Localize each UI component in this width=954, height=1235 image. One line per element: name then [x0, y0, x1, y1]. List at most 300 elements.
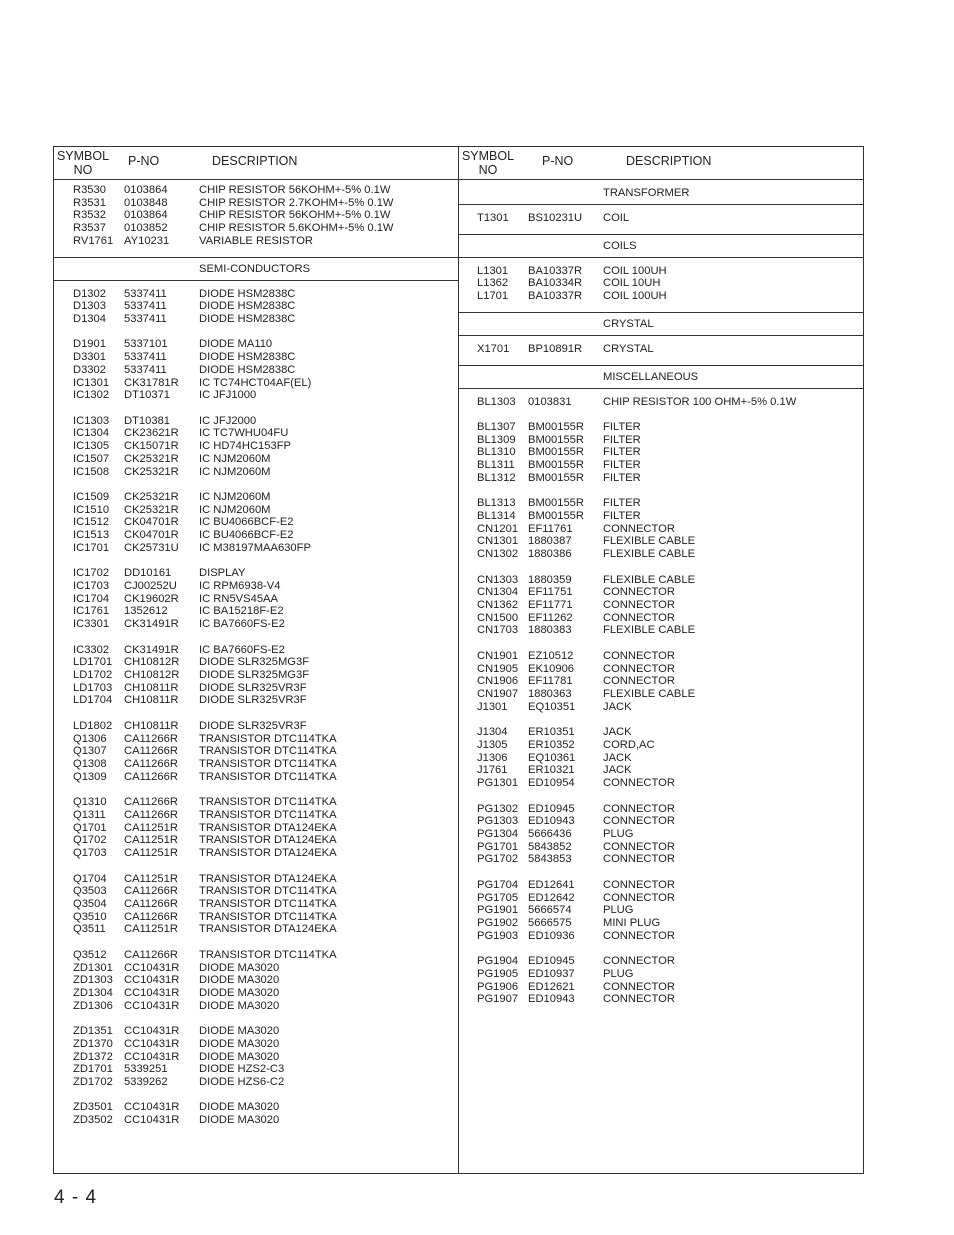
pno-cell: 5843853 [528, 853, 572, 866]
symbol-no-header: SYMBOL NO [461, 149, 515, 177]
symbol-cell: Q3504 [73, 897, 107, 910]
pno-cell: CH10811R [124, 719, 179, 732]
parts-row [459, 828, 864, 841]
symbol-cell: ZD1372 [73, 1050, 113, 1063]
pno-cell: CA11266R [124, 910, 178, 923]
symbol-cell: CN1303 [477, 573, 519, 586]
symbol-cell: L1701 [477, 290, 509, 303]
description-cell: FILTER [603, 446, 641, 459]
symbol-cell: BL1311 [477, 459, 515, 472]
pno-cell: 5339262 [124, 1075, 168, 1088]
parts-row [459, 815, 864, 828]
parts-row [459, 663, 864, 676]
parts-row [459, 688, 864, 701]
section-title: SEMI-CONDUCTORS [199, 262, 311, 275]
description-cell: FILTER [603, 510, 641, 522]
parts-row [459, 523, 864, 536]
pno-cell: ED12642 [528, 891, 575, 904]
description-cell: COIL [603, 212, 630, 224]
parts-row [459, 993, 864, 1006]
parts-row [54, 1101, 458, 1114]
pno-cell: BM00155R [528, 421, 584, 433]
description-cell: DIODE MA3020 [199, 1114, 280, 1127]
section-divider [459, 234, 864, 235]
description-cell: CONNECTOR [603, 980, 675, 993]
symbol-cell: D1303 [73, 300, 106, 313]
pno-cell: BS10231U [528, 212, 583, 224]
description-cell: TRANSISTOR DTC114TKA [199, 910, 337, 923]
symbol-cell: IC1703 [73, 580, 110, 592]
description-cell: FLEXIBLE CABLE [603, 573, 696, 586]
pno-cell: 5337101 [124, 338, 168, 351]
parts-row [54, 440, 458, 453]
parts-row [459, 764, 864, 777]
description-cell: FLEXIBLE CABLE [603, 548, 696, 561]
description-cell: VARIABLE RESISTOR [199, 234, 313, 247]
description-cell: DIODE MA3020 [199, 974, 280, 987]
pno-cell: CK25731U [124, 541, 179, 554]
symbol-cell: J1301 [477, 700, 508, 713]
symbol-cell: T1301 [477, 212, 509, 224]
pno-cell: DT10381 [124, 414, 171, 427]
parts-row [459, 701, 864, 714]
symbol-cell: IC1301 [73, 376, 110, 389]
symbol-cell: CN1304 [477, 586, 519, 599]
pno-cell: EK10906 [528, 662, 575, 675]
description-cell: CONNECTOR [603, 840, 675, 853]
description-cell: COIL 100UH [603, 264, 667, 277]
pno-cell: 5337411 [124, 300, 167, 313]
parts-row [54, 822, 458, 835]
pno-cell: 1880363 [528, 688, 572, 700]
symbol-cell: IC3302 [73, 643, 110, 656]
pno-cell: BM00155R [528, 433, 584, 446]
pno-cell: CA11266R [124, 745, 178, 758]
symbol-cell: ZD1306 [73, 999, 113, 1012]
pno-cell: 0103848 [124, 196, 168, 209]
description-cell: TRANSISTOR DTC114TKA [199, 808, 337, 821]
symbol-cell: PG1901 [477, 904, 519, 917]
symbol-no-header: SYMBOL NO [56, 149, 110, 177]
description-cell: TRANSISTOR DTC114TKA [199, 770, 337, 783]
description-cell: PLUG [603, 827, 634, 840]
symbol-cell: Q1309 [73, 770, 107, 783]
symbol-cell: ZD3501 [73, 1101, 113, 1114]
pno-cell: 0103864 [124, 209, 168, 222]
symbol-cell: D1901 [73, 338, 106, 351]
parts-row [54, 1025, 458, 1038]
symbol-cell: CN1302 [477, 548, 519, 561]
description-cell: CONNECTOR [603, 611, 675, 624]
description-cell: CONNECTOR [603, 878, 675, 891]
symbol-cell: PG1904 [477, 955, 519, 968]
symbol-cell: Q1310 [73, 796, 107, 809]
pno-cell: 0103864 [124, 184, 168, 196]
symbol-cell: J1761 [477, 764, 508, 777]
description-cell: CHIP RESISTOR 56KOHM+-5% 0.1W [199, 209, 391, 222]
parts-row [54, 1038, 458, 1051]
symbol-cell: Q1311 [73, 808, 106, 821]
parts-row [54, 656, 458, 669]
parts-row [459, 777, 864, 790]
parts-row [54, 197, 458, 210]
symbol-cell: ZD1304 [73, 986, 113, 999]
pno-cell: EZ10512 [528, 649, 574, 662]
parts-row [459, 752, 864, 765]
pno-cell: ED10943 [528, 815, 575, 828]
symbol-cell: IC1512 [73, 516, 110, 529]
parts-row [459, 841, 864, 854]
description-cell: CONNECTOR [603, 993, 675, 1006]
symbol-cell: ZD1701 [73, 1063, 113, 1076]
symbol-cell: IC1302 [73, 389, 110, 402]
symbol-cell: PG1704 [477, 878, 519, 891]
description-cell: PLUG [603, 904, 634, 917]
pno-cell: CC10431R [124, 1101, 180, 1114]
symbol-cell: BL1313 [477, 497, 516, 510]
pno-cell: CK15071R [124, 440, 179, 453]
pno-cell: EF11751 [528, 586, 573, 599]
description-cell: DIODE MA3020 [199, 1025, 280, 1038]
description-cell: CONNECTOR [603, 662, 675, 675]
description-cell: TRANSISTOR DTA124EKA [199, 872, 337, 885]
parts-row [54, 873, 458, 886]
pno-cell: 5337411 [124, 312, 167, 325]
description-cell: FILTER [603, 433, 641, 446]
symbol-cell: IC1303 [73, 414, 110, 427]
pno-header: P-NO [128, 154, 160, 168]
parts-row [54, 1114, 458, 1127]
symbol-cell: IC1510 [73, 503, 110, 516]
pno-cell: 5337411 [124, 351, 167, 364]
parts-row [459, 904, 864, 917]
description-cell: CHIP RESISTOR 2.7KOHM+-5% 0.1W [199, 196, 394, 209]
pno-cell: CK31781R [124, 376, 179, 389]
symbol-cell: BL1309 [477, 433, 516, 446]
pno-cell: CJ00252U [124, 580, 177, 592]
description-cell: FLEXIBLE CABLE [603, 624, 696, 637]
symbol-cell: PG1304 [477, 827, 519, 840]
section-divider [459, 257, 864, 258]
description-cell: IC BA7660FS-E2 [199, 643, 285, 656]
description-cell: DIODE MA3020 [199, 999, 280, 1012]
pno-cell: CK25321R [124, 452, 179, 465]
description-cell: IC HD74HC153FP [199, 440, 292, 453]
description-cell: CONNECTOR [603, 802, 675, 815]
parts-row [54, 313, 458, 326]
symbol-cell: Q3510 [73, 910, 107, 923]
description-cell: DIODE HZS2-C3 [199, 1063, 285, 1076]
pno-cell: CA11266R [124, 808, 178, 821]
symbol-cell: IC1704 [73, 592, 110, 605]
symbol-cell: CN1362 [477, 599, 519, 611]
parts-row [459, 421, 864, 434]
pno-cell: CA11266R [124, 770, 178, 783]
description-cell: DIODE SLR325VR3F [199, 694, 307, 707]
pno-cell: CK31491R [124, 643, 179, 656]
symbol-cell: R3531 [73, 196, 106, 209]
parts-row [54, 415, 458, 428]
description-cell: JACK [603, 751, 632, 764]
symbol-cell: LD1704 [73, 694, 113, 707]
parts-row [54, 504, 458, 517]
parts-row [54, 605, 458, 618]
pno-cell: CC10431R [124, 1050, 180, 1063]
pno-cell: CC10431R [124, 974, 180, 987]
symbol-cell: Q3503 [73, 885, 107, 898]
pno-cell: BM00155R [528, 459, 584, 472]
symbol-cell: LD1701 [73, 656, 113, 669]
symbol-cell: BL1314 [477, 510, 516, 522]
description-cell: DIODE HSM2838C [199, 363, 296, 376]
parts-row [54, 847, 458, 860]
parts-row [54, 911, 458, 924]
parts-row [54, 567, 458, 580]
symbol-cell: Q1701 [73, 821, 107, 834]
symbol-cell: CN1301 [477, 535, 519, 548]
description-cell: DIODE MA3020 [199, 986, 280, 999]
parts-row [459, 574, 864, 587]
parts-row [54, 1076, 458, 1089]
description-cell: CHIP RESISTOR 56KOHM+-5% 0.1W [199, 184, 391, 196]
description-cell: CONNECTOR [603, 522, 675, 535]
symbol-cell: Q1702 [73, 834, 107, 847]
description-cell: IC NJM2060M [199, 452, 271, 465]
pno-cell: 5339251 [124, 1063, 168, 1076]
parts-row [54, 962, 458, 975]
parts-row [459, 892, 864, 905]
description-cell: DIODE HSM2838C [199, 300, 296, 313]
description-cell: TRANSISTOR DTC114TKA [199, 897, 337, 910]
parts-row [54, 644, 458, 657]
pno-header: P-NO [542, 154, 574, 168]
pno-cell: BM00155R [528, 471, 584, 484]
parts-row [54, 453, 458, 466]
parts-row [54, 720, 458, 733]
pno-cell: 1880383 [528, 624, 572, 637]
description-cell: DIODE MA110 [199, 338, 273, 351]
pno-cell: DD10161 [124, 567, 172, 580]
symbol-cell: IC1513 [73, 529, 110, 542]
description-cell: JACK [603, 700, 632, 713]
right-column [459, 147, 864, 1173]
pno-cell: CA11266R [124, 885, 178, 898]
pno-cell: ER10321 [528, 764, 575, 777]
parts-row [459, 917, 864, 930]
pno-cell: ED10945 [528, 802, 575, 815]
parts-row [54, 809, 458, 822]
symbol-cell: CN1500 [477, 611, 519, 624]
symbol-cell: J1306 [477, 751, 508, 764]
symbol-cell: J1304 [477, 726, 508, 739]
parts-row [459, 650, 864, 663]
parts-row [54, 682, 458, 695]
parts-row [459, 930, 864, 943]
parts-list-table [53, 146, 864, 1174]
symbol-cell: IC1701 [73, 541, 110, 554]
parts-row [54, 1051, 458, 1064]
description-cell: CONNECTOR [603, 599, 675, 611]
section-divider [54, 257, 458, 258]
pno-cell: CK04701R [124, 529, 179, 542]
pno-cell: 5843852 [528, 840, 572, 853]
description-cell: IC JFJ1000 [199, 389, 257, 402]
pno-cell: CK19602R [124, 592, 179, 605]
description-cell: CONNECTOR [603, 586, 675, 599]
symbol-cell: PG1303 [477, 815, 519, 828]
description-cell: IC NJM2060M [199, 503, 271, 516]
parts-row [54, 377, 458, 390]
parts-row [54, 1063, 458, 1076]
parts-row [54, 389, 458, 402]
parts-row [54, 745, 458, 758]
description-cell: COIL 100UH [603, 290, 667, 303]
symbol-cell: RV1761 [73, 234, 114, 247]
description-cell: DIODE SLR325VR3F [199, 719, 307, 732]
symbol-cell: IC1702 [73, 567, 110, 580]
pno-cell: CA11266R [124, 948, 178, 961]
symbol-cell: PG1906 [477, 980, 519, 993]
pno-cell: CA11251R [124, 834, 178, 847]
pno-cell: CA11266R [124, 732, 178, 745]
symbol-cell: CN1703 [477, 624, 519, 637]
symbol-cell: IC1508 [73, 465, 110, 478]
symbol-cell: L1301 [477, 264, 509, 277]
description-cell: FLEXIBLE CABLE [603, 688, 696, 700]
description-cell: FLEXIBLE CABLE [603, 535, 696, 548]
description-cell: IC BA15218F-E2 [199, 605, 284, 618]
pno-cell: CC10431R [124, 986, 180, 999]
pno-cell: CH10811R [124, 694, 179, 707]
description-cell: IC RPM6938-V4 [199, 580, 281, 592]
parts-row [54, 694, 458, 707]
description-cell: FILTER [603, 421, 641, 433]
parts-row [459, 955, 864, 968]
section-title: MISCELLANEOUS [603, 370, 699, 383]
pno-cell: CA11251R [124, 923, 178, 936]
parts-row [459, 586, 864, 599]
parts-row [459, 212, 864, 225]
section-divider [459, 388, 864, 389]
description-cell: DIODE HZS6-C2 [199, 1075, 285, 1088]
parts-row [54, 987, 458, 1000]
symbol-cell: IC3301 [73, 618, 110, 631]
pno-cell: CK25321R [124, 491, 179, 503]
symbol-cell: PG1301 [477, 777, 519, 789]
symbol-cell: PG1905 [477, 967, 519, 980]
description-cell: CRYSTAL [603, 342, 654, 355]
symbol-cell: PG1702 [477, 853, 519, 866]
pno-cell: CC10431R [124, 1114, 180, 1127]
parts-row [54, 516, 458, 529]
symbol-cell: BL1312 [477, 471, 516, 484]
pno-cell: CA11251R [124, 847, 178, 859]
parts-row [459, 853, 864, 866]
pno-cell: EF11262 [528, 611, 573, 624]
description-cell: TRANSISTOR DTC114TKA [199, 948, 337, 961]
description-cell: TRANSISTOR DTC114TKA [199, 732, 337, 745]
pno-cell: CH10812R [124, 669, 180, 681]
symbol-cell: D1302 [73, 287, 106, 300]
pno-cell: 5666575 [528, 916, 572, 929]
parts-row [54, 235, 458, 248]
symbol-cell: IC1509 [73, 491, 110, 503]
description-cell: CONNECTOR [603, 955, 675, 968]
parts-row [459, 396, 864, 409]
parts-row [54, 338, 458, 351]
description-cell: TRANSISTOR DTC114TKA [199, 796, 337, 809]
symbol-cell: L1362 [477, 277, 509, 290]
description-cell: IC M38197MAA630FP [199, 541, 311, 554]
parts-row [459, 675, 864, 688]
description-cell: CONNECTOR [603, 777, 675, 789]
pno-cell: BM00155R [528, 497, 584, 510]
pno-cell: EF11771 [528, 599, 573, 611]
section-divider [459, 312, 864, 313]
symbol-cell: R3530 [73, 184, 106, 196]
parts-row [459, 803, 864, 816]
pno-cell: CA11251R [124, 821, 178, 834]
symbol-cell: IC1507 [73, 452, 110, 465]
symbol-cell: PG1302 [477, 802, 519, 815]
description-cell: TRANSISTOR DTC114TKA [199, 745, 337, 758]
parts-row [54, 184, 458, 197]
description-cell: DIODE MA3020 [199, 1101, 280, 1114]
pno-cell: CC10431R [124, 1037, 180, 1050]
description-cell: DIODE HSM2838C [199, 312, 296, 325]
description-cell: IC NJM2060M [199, 465, 271, 478]
pno-cell: EQ10351 [528, 700, 576, 713]
parts-row [54, 466, 458, 479]
parts-row [459, 548, 864, 561]
parts-row [459, 510, 864, 523]
symbol-cell: Q1307 [73, 745, 107, 758]
description-cell: JACK [603, 764, 632, 777]
pno-cell: CA11251R [124, 872, 178, 885]
symbol-cell: CN1906 [477, 675, 519, 688]
parts-row [54, 288, 458, 301]
parts-row [54, 427, 458, 440]
symbol-cell: Q3512 [73, 948, 107, 961]
description-cell: TRANSISTOR DTC114TKA [199, 885, 337, 898]
description-cell: CONNECTOR [603, 815, 675, 828]
symbol-cell: LD1802 [73, 719, 113, 732]
section-title: COILS [603, 239, 637, 252]
pno-cell: EQ10361 [528, 751, 576, 764]
parts-row [54, 758, 458, 771]
parts-row [54, 733, 458, 746]
description-cell: IC BU4066BCF-E2 [199, 516, 294, 529]
parts-row [54, 222, 458, 235]
symbol-cell: PG1903 [477, 929, 519, 942]
description-cell: MINI PLUG [603, 916, 661, 929]
pno-cell: CA11266R [124, 758, 178, 770]
pno-cell: CA11266R [124, 796, 178, 809]
description-cell: DISPLAY [199, 567, 246, 580]
section-divider [54, 280, 458, 281]
description-cell: IC TC7WHU04FU [199, 427, 289, 440]
parts-row [459, 459, 864, 472]
pno-cell: 1880386 [528, 548, 572, 561]
pno-cell: ED10936 [528, 929, 575, 942]
pno-cell: CH10812R [124, 656, 180, 669]
symbol-cell: CN1901 [477, 649, 519, 662]
description-cell: DIODE HSM2838C [199, 287, 296, 300]
parts-row [54, 771, 458, 784]
parts-row [459, 624, 864, 637]
pno-cell: CC10431R [124, 961, 180, 974]
parts-row [54, 209, 458, 222]
